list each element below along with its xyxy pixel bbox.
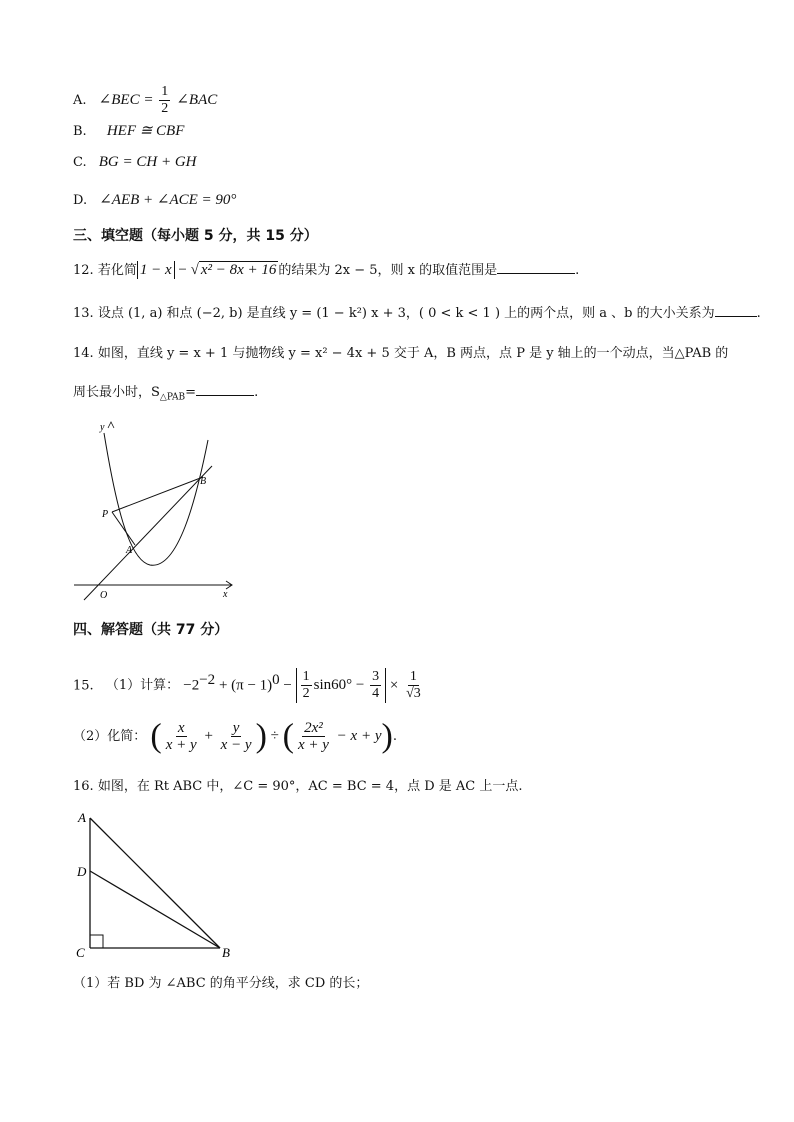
label-b: B bbox=[200, 476, 207, 487]
label-b: B bbox=[222, 945, 230, 960]
parabola bbox=[104, 433, 208, 565]
question-12: 12. 若化简 1 − x − √ x² − 8x + 16 的结果为 2x − 5，则 x 的取值范围是 . bbox=[73, 262, 580, 278]
option-a: A. ∠BEC = $\frac{1}{2}$ ∠BAC bbox=[73, 84, 218, 116]
label-o: O bbox=[100, 590, 108, 601]
line-y-x-plus-1 bbox=[84, 466, 212, 600]
label-d: D bbox=[77, 864, 87, 879]
abs-value-expression: $\frac{1}{2}$ sin60° − $\frac{3}{4}$ bbox=[296, 668, 386, 703]
abs-value: 1 − x bbox=[137, 261, 175, 279]
figure-parabola-line bbox=[70, 416, 240, 604]
answer-blank-12 bbox=[497, 261, 575, 274]
segment-pb bbox=[112, 477, 203, 512]
question-14: 14. 如图，直线 y = x + 1 与抛物线 y = x² − 4x + 5 交于 A，B 两点，点 P 是 y 轴上的一个动点，当△PAB 的 bbox=[73, 346, 729, 361]
label-a: A bbox=[126, 545, 133, 556]
label-y: y bbox=[100, 422, 105, 433]
right-angle-mark bbox=[90, 935, 103, 948]
question-15-part-1: 15. （1）计算： $-2^{-2} + (\pi - 1)^0$ − $\frac{1}{2}$ sin60° − $\frac{3}{4}$ × $\frac{1}{√3}$ bbox=[73, 669, 421, 702]
segment-pa bbox=[112, 512, 135, 545]
figure-right-triangle bbox=[74, 808, 236, 960]
question-13: 13. 设点 (1, a) 和点 (−2, b) 是直线 y = (1 − k²) x + 3，( 0 < k < 1 ) 上的两个点，则 a 、b 的大小关系为 . bbox=[73, 306, 761, 321]
label-c: C bbox=[76, 945, 85, 960]
y-axis-arrow bbox=[108, 422, 114, 428]
question-16: 16. 如图，在 Rt ABC 中，∠C = 90°，AC = BC = 4，点 D 是 AC 上一点. bbox=[73, 779, 523, 794]
question-14-line2: 周长最小时，$S_{\triangle PAB}=$ . bbox=[73, 385, 259, 403]
fraction: $\frac{1}{2}$ bbox=[161, 84, 169, 116]
option-b: B. HEF ≅ CBF bbox=[73, 123, 185, 139]
option-c: C. BG = CH + GH bbox=[73, 154, 197, 170]
label-p: P bbox=[102, 509, 109, 520]
label-x: x bbox=[223, 589, 228, 600]
answer-blank-13 bbox=[715, 304, 757, 317]
label-a: A bbox=[78, 810, 86, 825]
question-15-part-2: （2）化简： ( $\frac{x}{x + y}$ + $\frac{y}{x - y}$ ) ÷ ( $\frac{\text{2x²}}{x + y}$ − x + y). bbox=[73, 717, 397, 755]
section-4-title: 四、解答题（共 77 分） bbox=[73, 622, 229, 638]
sqrt-expr: x² − 8x + 16 bbox=[200, 262, 277, 278]
section-3-title: 三、填空题（每小题 5 分，共 15 分） bbox=[73, 228, 318, 244]
option-d: D. ∠AEB + ∠ACE = 90° bbox=[73, 192, 237, 208]
answer-blank-14 bbox=[196, 383, 254, 396]
question-16-part-1: （1）若 BD 为 ∠ABC 的角平分线，求 CD 的长； bbox=[73, 976, 369, 991]
